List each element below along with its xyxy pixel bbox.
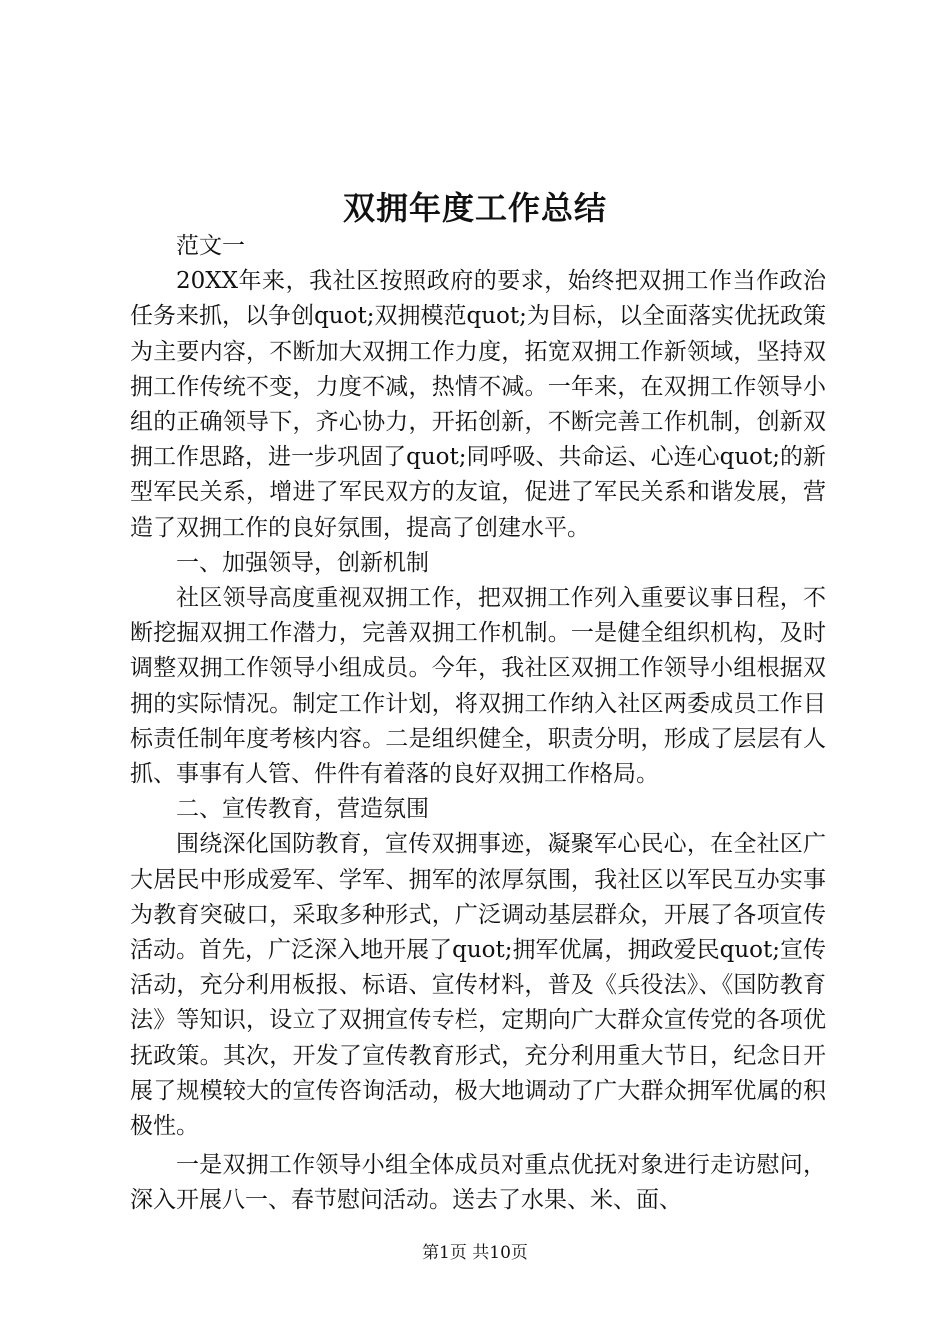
page-footer: 第1页 共10页 [422, 1243, 528, 1263]
section-heading-2: 二、宣传教育，营造氛围 [176, 796, 429, 823]
paragraph-section-2-item-1: 一是双拥工作领导小组全体成员对重点优抚对象进行走访慰问，深入开展八一、春节慰问活动。送去了水果、米、面、 [130, 1152, 826, 1214]
section-heading-1: 一、加强领导，创新机制 [176, 549, 429, 576]
paragraph-sample-label: 范文一 [176, 233, 245, 259]
paragraph-section-1: 社区领导高度重视双拥工作，把双拥工作列入重要议事日程，不断挖掘双拥工作潜力，完善双拥工作机制。一是健全组织机构，及时调整双拥工作领导小组成员。今年，我社区双拥工作领导小组根据双拥的实际情况。制定工作计划，将双拥工作纳入社区两委成员工作目标责任制年度考核内容。二是组织健全，职责分明，形成了层层有人抓、事事有人管、件件有着落的良好双拥工作格局。 [130, 585, 826, 788]
paragraph-intro: 20XX年来，我社区按照政府的要求，始终把双拥工作当作政治任务来抓，以争创quot;双拥模范quot;为目标，以全面落实优抚政策为主要内容，不断加大双拥工作力度，拓宽双拥工作新领域，坚持双拥工作传统不变，力度不减，热情不减。一年来，在双拥工作领导小组的正确领导下，齐心协力，开拓创新，不断完善工作机制，创新双拥工作思路，进一步巩固了quot;同呼吸、共命运、心连心quot;的新型军民关系，增进了军民双方的友谊，促进了军民关系和谐发展，营造了双拥工作的良好氛围，提高了创建水平。 [130, 268, 826, 541]
document-body [130, 229, 826, 1219]
paragraph-section-2: 围绕深化国防教育，宣传双拥事迹，凝聚军心民心，在全社区广大居民中形成爱军、学军、拥军的浓厚氛围，我社区以军民互办实事为教育突破口，采取多种形式，广泛调动基层群众，开展了各项宣传活动。首先，广泛深入地开展了quot;拥军优属，拥政爱民quot;宣传活动，充分利用板报、标语、宣传材料，普及《兵役法》、《国防教育法》等知识，设立了双拥宣传专栏，定期向广大群众宣传党的各项优抚政策。其次，开发了宣传教育形式，充分利用重大节日，纪念日开展了规模较大的宣传咨询活动，极大地调动了广大群众拥军优属的积极性。 [130, 831, 826, 1140]
document-title: 双拥年度工作总结 [342, 189, 607, 227]
